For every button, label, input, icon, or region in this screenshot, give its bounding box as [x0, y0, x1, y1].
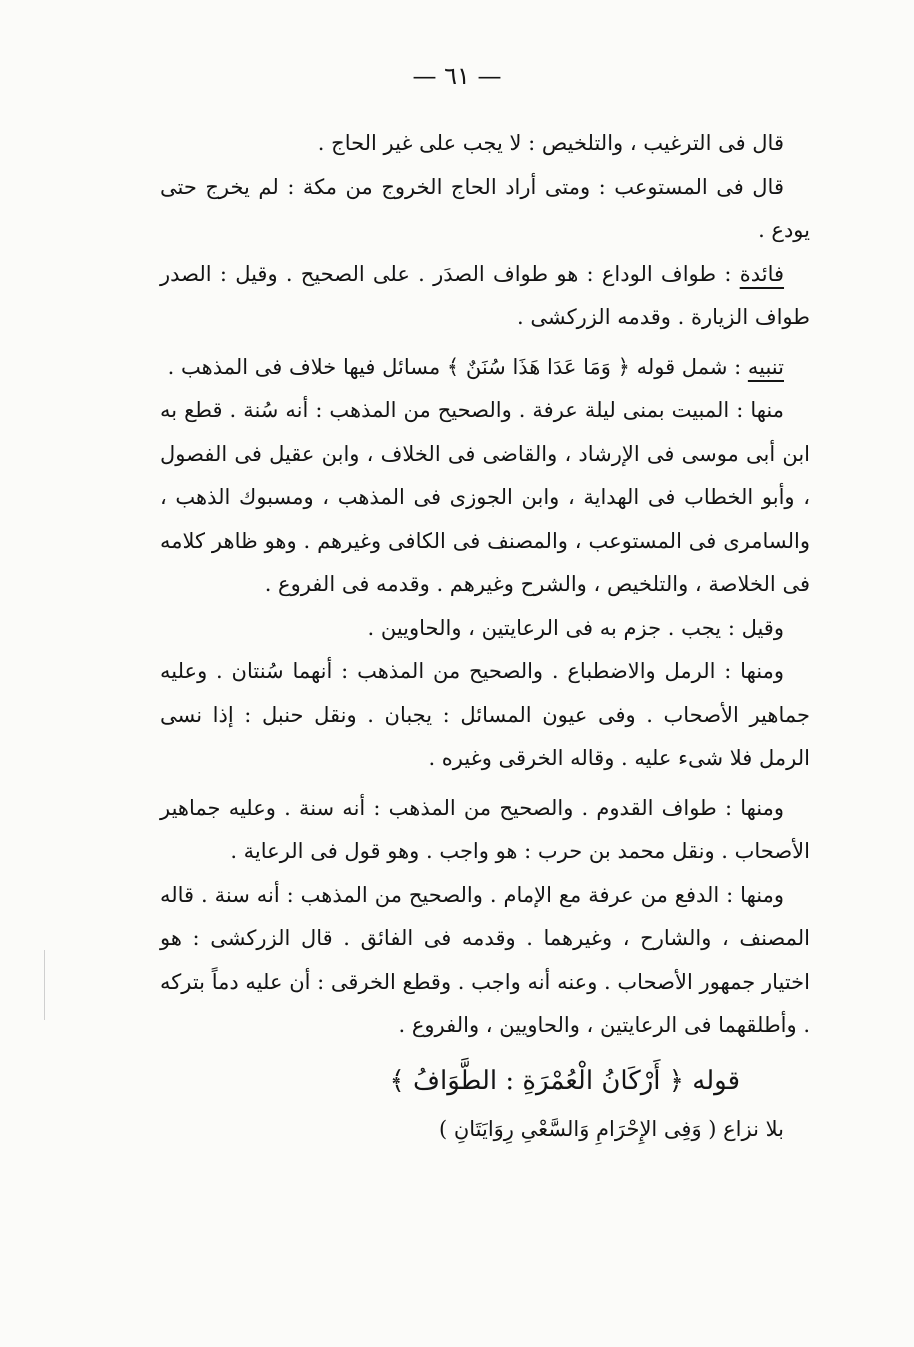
paragraph-mustawib: قال فى المستوعب : ومتى أراد الحاج الخروج من مكة : لم يخرج حتى يودع .	[160, 174, 810, 242]
paragraph-qudum: ومنها : طواف القدوم . والصحيح من المذهب : أنه سنة . وعليه جماهير الأصحاب . ونقل محمد بن حرب : هو واجب . وهو قول فى الرعاية .	[160, 795, 810, 863]
paragraph-ramal: ومنها : الرمل والاضطباع . والصحيح من المذهب : أنهما سُنتان . وعليه جماهير الأصحاب . وفى عيون المسائل : يجبان . ونقل حنبل : إذا نسى الرمل فلا شىء عليه . وقاله الخرقى وغيره .	[160, 659, 810, 770]
term-faida: فائدة	[739, 261, 785, 286]
margin-mark	[44, 950, 45, 1020]
page-number: — ٦١ —	[412, 62, 502, 90]
faida-text: : طواف الوداع : هو طواف الصدَر . على الصحيح . وقيل : الصدر طواف الزيارة . وقدمه الزركشى .	[160, 261, 810, 329]
paragraph-riwayatan: بلا نزاع ( وَفِى الإِحْرَامِ وَالسَّعْىِ رِوَايَتَانِ )	[438, 1116, 784, 1141]
tanbih-text: : شمل قوله ﴿ وَمَا عَدَا هَذَا سُنَنٌ ﴾ مسائل فيها خلاف فى المذهب .	[167, 354, 742, 379]
paragraph-targhib: قال فى الترغيب ، والتلخيص : لا يجب على غير الحاج .	[317, 131, 784, 155]
body-text	[160, 122, 810, 1151]
term-tanbih: تنبيه	[747, 354, 784, 379]
paragraph-tanbih	[160, 346, 810, 390]
paragraph-wajib: وقيل : يجب . جزم به فى الرعايتين ، والحاويين .	[367, 615, 784, 640]
paragraph-faida	[160, 253, 810, 340]
paragraph-dafa: ومنها : الدفع من عرفة مع الإمام . والصحيح من المذهب : أنه سنة . قاله المصنف ، والشارح ، وغيرهما . وقدمه فى الفائق . قال الزركشى : هو اختيار جمهور الأصحاب . وعنه أنه واجب . وقطع الخرقى : أن عليه دماً بتركه . وأطلقهما فى الرعايتين ، والحاويين ، والفروع .	[160, 882, 810, 1037]
section-heading-umrah: قوله ﴿ أَرْكَانُ الْعُمْرَةِ : الطَّوَافُ ﴾	[389, 1065, 740, 1096]
paragraph-mabit: منها : المبيت بمنى ليلة عرفة . والصحيح من المذهب : أنه سُنة . قطع به ابن أبى موسى فى الإرشاد ، والقاضى فى الخلاف ، وابن عقيل فى الفصول ، وأبو الخطاب فى الهداية ، وابن الجوزى فى المذهب ، ومسبوك الذهب ، والسامرى فى المستوعب ، والمصنف فى الكافى وغيرهم . وهو ظاهر كلامه فى الخلاصة ، والتلخيص ، والشرح وغيرهم . وقدمه فى الفروع .	[160, 398, 810, 596]
